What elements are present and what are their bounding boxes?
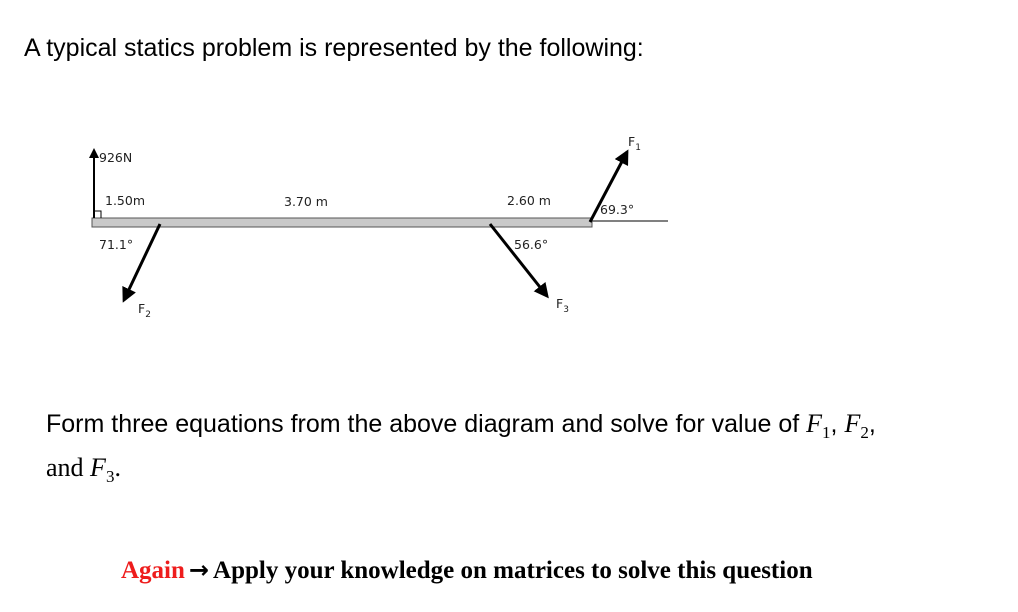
right-arrow-icon: → [188,556,210,584]
label-dist-2: 3.70 m [284,194,328,209]
beam [92,218,592,227]
right-angle-marker [94,211,101,218]
label-angle-f2: 71.1° [99,237,134,252]
problem-prompt: Form three equations from the above diagram and solve for value of $F_1$, $F_2$, and $F_3$. [46,409,876,487]
math-f1: $F_1$ [806,409,831,443]
label-angle-f3: 56.6° [514,237,549,252]
footer-instruction [121,556,813,585]
label-dist-3: 2.60 m [507,193,551,208]
force-f3-arrow [490,224,547,296]
label-926n: 926N [99,150,133,165]
force-f2-arrow [124,224,160,300]
label-f2: $F_2$ [138,301,151,320]
again-label: Again [121,557,185,584]
footer-text: Apply your knowledge on matrices to solve this question [213,557,813,584]
label-dist-1: 1.50m [105,193,146,208]
math-f3: $F_3$ [90,453,115,487]
prompt-text: Form three equations from the above diagram and solve for value of [46,410,807,438]
label-f3: $F_3$ [556,296,569,315]
page-heading: A typical statics problem is represented by the following: [24,34,644,62]
label-f1: $F_1$ [628,134,641,153]
math-f2: $F_2$ [844,409,869,443]
prompt-and: and [46,453,91,483]
label-angle-f1: 69.3° [600,202,635,217]
